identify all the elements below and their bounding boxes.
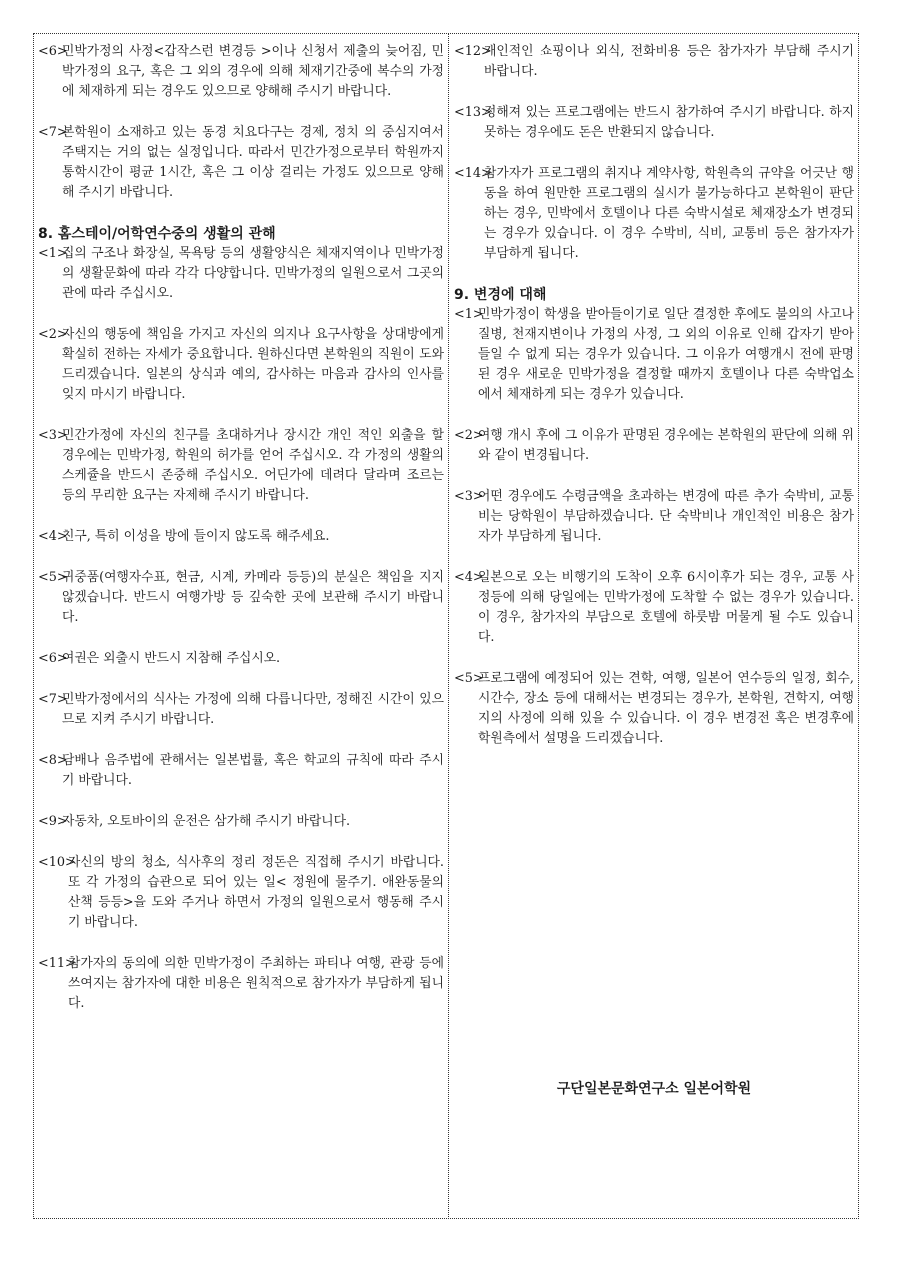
list-item: <3> 어떤 경우에도 수령금액을 초과하는 변경에 따른 추가 숙박비, 교통비는 당학원이 부담하겠습니다. 단 숙박비나 개인적인 비용은 참가자가 부담하게 됩니다.: [454, 489, 854, 544]
list-item: <14> 참가자가 프로그램의 취지나 계약사항, 학원측의 규약을 어긋난 행동을 하여 원만한 프로그램의 실시가 불가능하다고 본학원이 판단하는 경우, 민박에서 호텔이나 다른 숙박시설로 체재장소가 변경되는 경우가 있습니다. 이 경우 수박비, 식비, 교통비 등은 참가자가 부담하게 됩니다.: [454, 166, 854, 261]
right-column: [454, 42, 854, 749]
list-item: <10> 자신의 방의 청소, 식사후의 정리 정돈은 직접해 주시기 바랍니다. 또 각 가정의 습관으로 되어 있는 일< 정원에 물주기. 애완동물의 산책 등등>을 도와 주거나 하면서 가정의 일원으로서 행동해 주시기 바랍니다.: [38, 855, 444, 930]
list-item: <13> 정해져 있는 프로그램에는 반드시 참가하여 주시기 바랍니다. 하지 못하는 경우에도 돈은 반환되지 않습니다.: [454, 105, 854, 140]
list-item: <5> 프로그램에 예정되어 있는 견학, 여행, 일본어 연수등의 일정, 회수, 시간수, 장소 등에 대해서는 변경되는 경우가, 본학원, 견학지, 여행지의 사정에 의해 있을 수 있습니다. 이 경우 변경전 혹은 변경후에 학원측에서 설명을 드리겠습니다.: [454, 671, 854, 746]
list-item: <6> 민박가정의 사정<갑작스런 변경등 >이나 신청서 제출의 늦어짐, 민박가정의 요구, 혹은 그 외의 경우에 의해 체재기간중에 복수의 가정에 체재하게 되는 경우도 있으므로 양해해 주시기 바랍니다.: [38, 44, 444, 99]
list-item: <5> 귀중품(여행자수표, 현금, 시계, 카메라 등등)의 분실은 책임을 지지 않겠습니다. 반드시 여행가방 등 깊숙한 곳에 보관해 주시기 바랍니다.: [38, 570, 444, 625]
organization-name: 구단일본문화연구소 일본어학원: [556, 1081, 752, 1097]
section-8-title: 8. 홈스테이/어학연수중의 생활의 관해: [38, 226, 276, 242]
column-divider: [448, 33, 449, 1219]
list-item: <6> 여권은 외출시 반드시 지참해 주십시오.: [38, 651, 281, 666]
list-item: <7> 민박가정에서의 식사는 가정에 의해 다릅니다만, 정해진 시간이 있으므로 지켜 주시기 바랍니다.: [38, 692, 444, 727]
list-item: <2> 자신의 행동에 책임을 가지고 자신의 의지나 요구사항을 상대방에게 확실히 전하는 자세가 중요합니다. 원하신다면 본학원의 직원이 도와 드리겠습니다. 일본의 상식과 예의, 감사하는 마음과 감사의 인사를 잊지 마시기 바랍니다.: [38, 327, 444, 402]
list-item: <11> 참가자의 동의에 의한 민박가정이 주최하는 파티나 여행, 관광 등에 쓰여지는 참가자에 대한 비용은 원칙적으로 참가자가 부담하게 됩니다.: [38, 956, 444, 1011]
list-item: <9> 자동차, 오토바이의 운전은 삼가해 주시기 바랍니다.: [38, 814, 351, 829]
left-column: [38, 42, 444, 1014]
list-item: <7> 본학원이 소재하고 있는 동경 치요다구는 경제, 정치 의 중심지여서 주택지는 거의 없는 실정입니다. 따라서 민간가정으로부터 학원까지 통학시간이 평균 1시간, 혹은 그 이상 걸리는 가정도 있으므로 양해해 주시기 바랍니다.: [38, 125, 444, 200]
list-item: <4> 친구, 특히 이성을 방에 들이지 않도록 해주세요.: [38, 529, 330, 544]
list-item: <8> 담배나 음주법에 관해서는 일본법률, 혹은 학교의 규칙에 따라 주시기 바랍니다.: [38, 753, 444, 788]
list-item: <1> 민박가정이 학생을 받아들이기로 일단 결정한 후에도 불의의 사고나 질병, 천재지변이나 가정의 사정, 그 외의 이유로 인해 갑자기 받아들일 수 없게 되는 경우가 있습니다. 그 이유가 여행개시 전에 판명된 경우 새로운 민박가정을 결정할 때까지 호텔이나 다른 숙박업소에서 체재하게 되는 경우가 있습니다.: [454, 307, 854, 402]
section-9-title: 9. 변경에 대해: [454, 287, 547, 303]
list-item: <4> 일본으로 오는 비행기의 도착이 오후 6시이후가 되는 경우, 교통 사정등에 의해 당일에는 민박가정에 도착할 수 없는 경우가 있습니다. 이 경우, 참가자의 부담으로 호텔에 하룻밤 머물게 될 수도 있습니다.: [454, 570, 854, 645]
list-item: <3> 민간가정에 자신의 친구를 초대하거나 장시간 개인 적인 외출을 할 경우에는 민박가정, 학원의 허가를 얻어 주십시오. 각 가정의 생활의 스케쥴을 반드시 존중해 주십시오. 어딘가에 데려다 달라며 조르는 등의 무리한 요구는 자제해 주시기 바랍니다.: [38, 428, 444, 503]
list-item: <2> 여행 개시 후에 그 이유가 판명된 경우에는 본학원의 판단에 의해 위와 같이 변경됩니다.: [454, 428, 854, 463]
list-item: <1> 집의 구조나 화장실, 목욕탕 등의 생활양식은 체재지역이나 민박가정의 생활문화에 따라 각각 다양합니다. 민박가정의 일원으로서 그곳의 관에 따라 주십시오.: [38, 246, 444, 301]
list-item: <12> 개인적인 쇼핑이나 외식, 전화비용 등은 참가자가 부담해 주시기 바랍니다.: [454, 44, 854, 79]
